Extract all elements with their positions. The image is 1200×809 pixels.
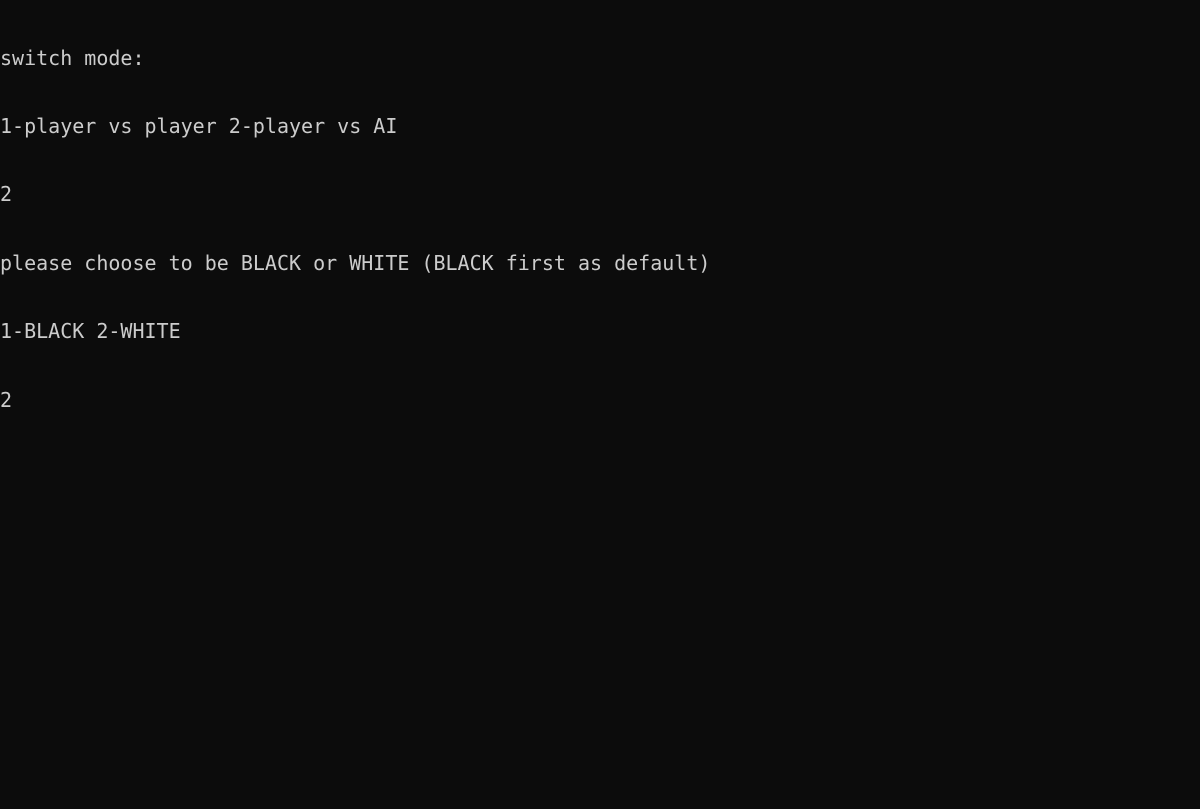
color-options: 1-BLACK 2-WHITE: [0, 319, 181, 344]
user-input-color: 2: [0, 387, 13, 412]
user-input-mode: 2: [0, 182, 13, 207]
prompt-switch-mode: switch mode:: [0, 45, 145, 70]
prompt-choose-color: please choose to be BLACK or WHITE (BLACK first as default): [0, 250, 711, 275]
mode-options: 1-player vs player 2-player vs AI: [0, 113, 398, 138]
